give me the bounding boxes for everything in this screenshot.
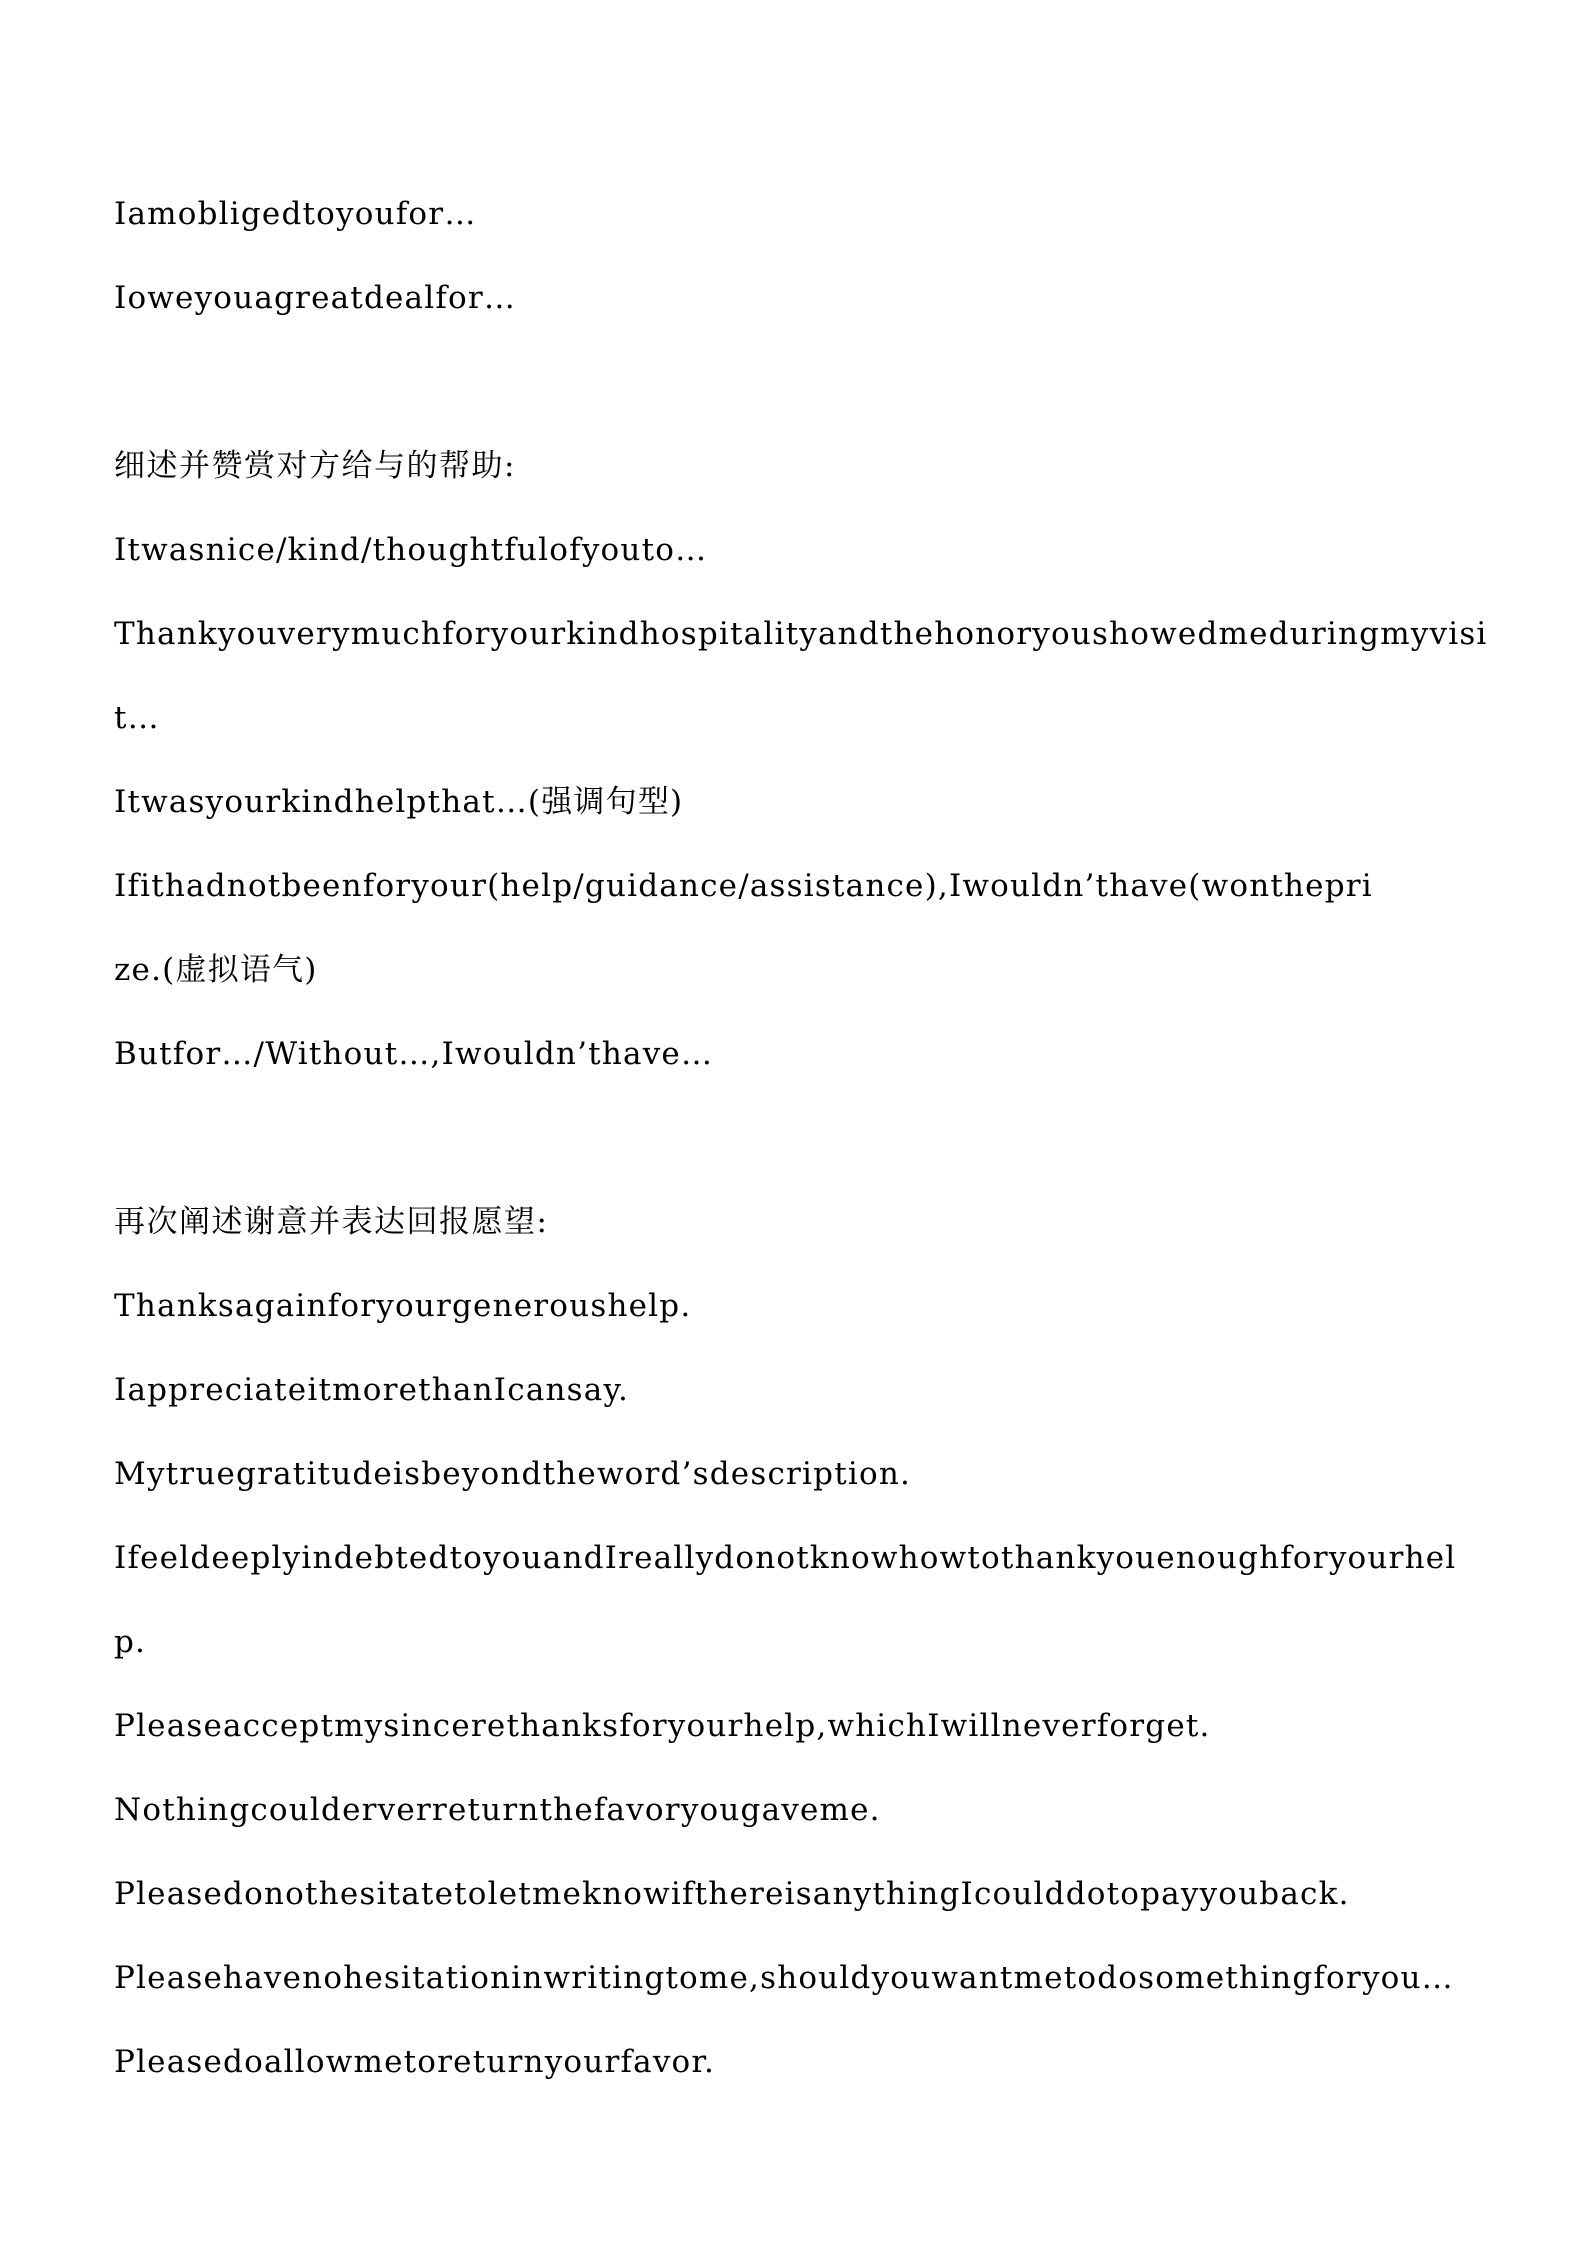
- section-heading: 细述并赞赏对方给与的帮助:: [114, 448, 516, 484]
- document-body: [114, 172, 1488, 2104]
- text-line: IappreciateitmorethanIcansay.: [114, 1372, 630, 1408]
- text-line: t…: [114, 700, 160, 736]
- text-line: Iamobligedtoyoufor…: [114, 196, 477, 232]
- text-line: Itwasnice/kind/thoughtfulofyouto…: [114, 532, 708, 568]
- text-line: Pleasedoallowmetoreturnyourfavor.: [114, 2044, 716, 2080]
- text-line: Nothingcoulderverreturnthefavoryougaveme.: [114, 1792, 881, 1828]
- text-line: Ifithadnotbeenforyour(help/guidance/assistance),Iwouldn’thave(wonthepri: [114, 868, 1373, 904]
- text-line: Pleaseacceptmysincerethanksforyourhelp,whichIwillneverforget.: [114, 1708, 1211, 1744]
- text-line: Pleasehavenohesitationinwritingtome,shouldyouwantmetodosomethingforyou…: [114, 1960, 1454, 1996]
- text-line: Itwasyourkindhelpthat…(强调句型): [114, 784, 684, 820]
- section-heading: 再次阐述谢意并表达回报愿望:: [114, 1204, 549, 1240]
- text-line: Mytruegratitudeisbeyondtheword’sdescription.: [114, 1456, 912, 1492]
- text-line: p.: [114, 1624, 147, 1660]
- paragraph-gap: [114, 1096, 1474, 1180]
- text-line: ze.(虚拟语气): [114, 952, 318, 988]
- text-line: IfeeldeeplyindebtedtoyouandIreallydonotknowhowtothankyouenoughforyourhel: [114, 1540, 1457, 1576]
- text-line: Thanksagainforyourgeneroushelp.: [114, 1288, 692, 1324]
- text-line: Butfor…/Without…,Iwouldn’thave…: [114, 1036, 714, 1072]
- text-line: PleasedonothesitatetoletmeknowifthereisanythingIcoulddotopayyouback.: [114, 1876, 1350, 1912]
- paragraph-gap: [114, 340, 1474, 424]
- text-line: Thankyouverymuchforyourkindhospitalityandthehonoryoushowedmeduringmyvisi: [114, 616, 1488, 652]
- text-line: Ioweyouagreatdealfor…: [114, 280, 517, 316]
